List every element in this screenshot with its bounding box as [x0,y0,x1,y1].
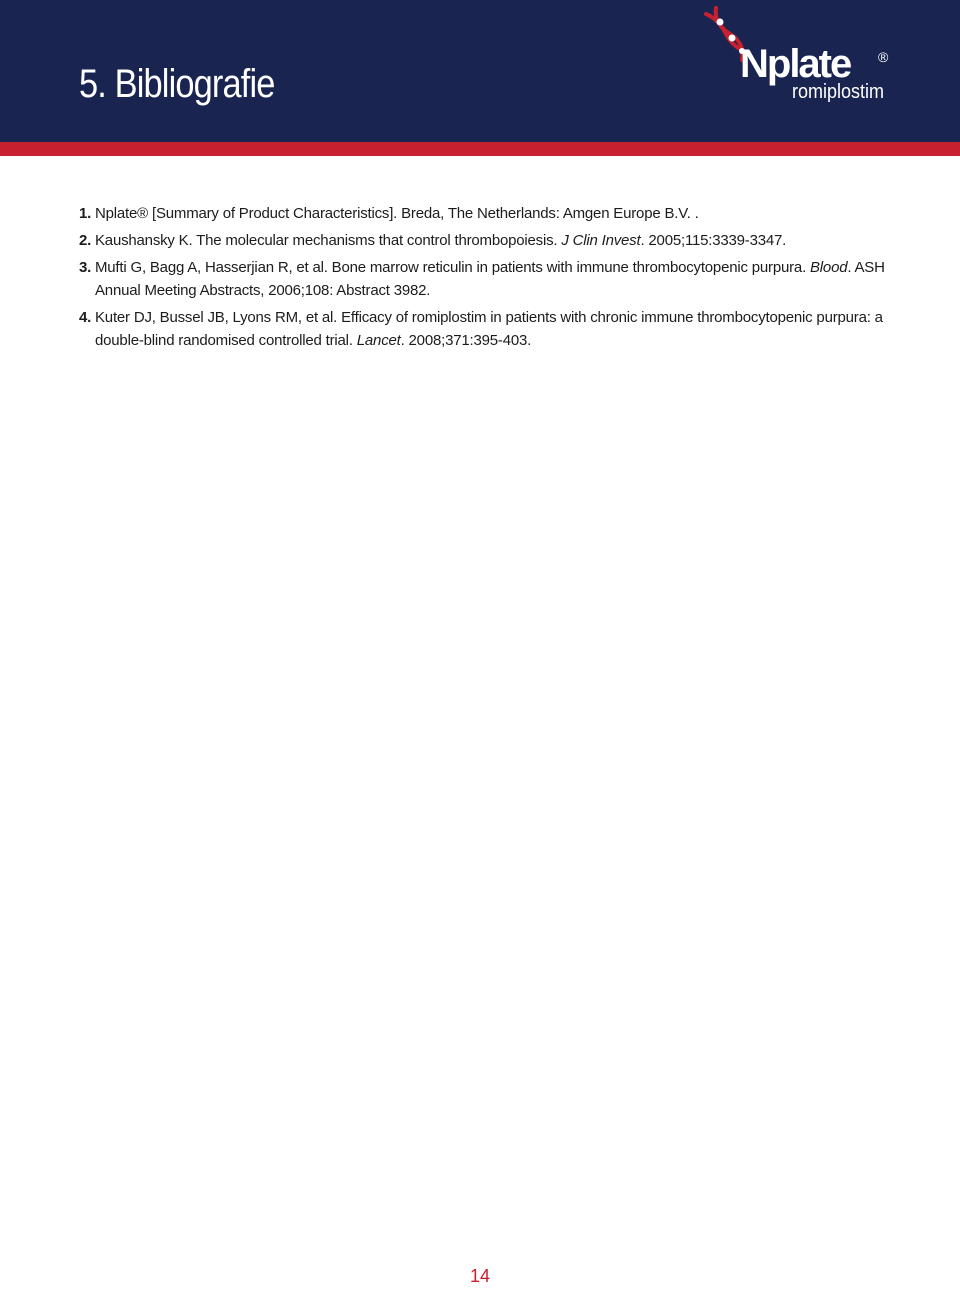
reference-number: 3. [79,259,92,276]
reference-journal: Blood [810,259,848,276]
header-bar [0,0,960,142]
reference-journal: Lancet [356,332,401,349]
logo-generic-name: romiplostim [792,81,885,103]
reference-list [79,202,899,356]
reference-citation: . 2005;115:3339-3347. [640,232,787,249]
reference-number: 4. [79,309,92,326]
reference-citation: . ASH Annual Meeting Abstracts, 2006;108: Abstract 3982. [95,259,885,299]
reference-item [79,202,899,225]
logo-registered-mark: ® [878,49,889,65]
reference-text: Kuter DJ, Bussel JB, Lyons RM, et al. Efficacy of romiplostim in patients with chronic immune thrombocytopenic purpura: a double-blind randomised controlled trial. [95,309,883,349]
header-red-stripe [0,142,960,156]
nplate-logo [700,4,940,114]
reference-text: Kaushansky K. The molecular mechanisms that control thrombopoiesis. [95,232,562,249]
reference-number: 2. [79,232,92,249]
logo-brand-name: Nplate [740,42,851,86]
page-number: 14 [469,1266,491,1286]
reference-item [79,229,899,252]
reference-item [79,306,899,352]
reference-number: 1. [79,205,92,222]
reference-journal: J Clin Invest [561,232,641,249]
reference-item [79,256,899,302]
reference-text: Mufti G, Bagg A, Hasserjian R, et al. Bone marrow reticulin in patients with immune thrombocytopenic purpura. [95,259,810,276]
reference-text: Nplate® [Summary of Product Characteristics]. Breda, The Netherlands: Amgen Europe B.V. . [95,205,699,222]
page-title: 5. Bibliografie [79,62,275,106]
reference-citation: . 2008;371:395-403. [400,332,532,349]
